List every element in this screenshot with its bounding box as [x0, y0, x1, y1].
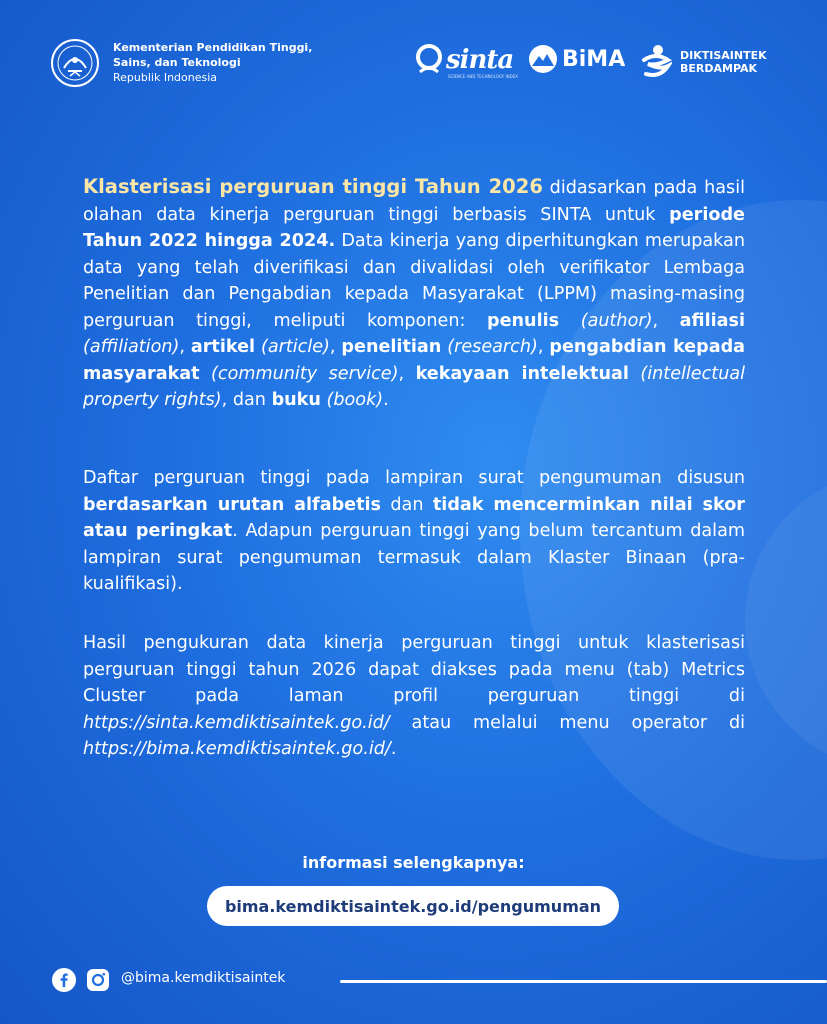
- announcement-url-text: bima.kemdiktisaintek.go.id/pengumuman: [224, 896, 602, 916]
- p1-text-1: didasarkan pada hasil olahan data kinerja perguruan tinggi berbasis SINTA untuk: [83, 178, 745, 225]
- ministry-emblem-icon: [50, 38, 100, 88]
- instagram-icon[interactable]: [86, 968, 110, 992]
- component-author: (author): [580, 310, 653, 331]
- component-article: (article): [260, 337, 330, 357]
- headline-highlight: Klasterisasi perguruan tinggi Tahun 2026: [83, 175, 543, 198]
- diktisaintek-line2: BERDAMPAK: [680, 62, 758, 75]
- partner-logos: [414, 44, 786, 84]
- p2-text-2: dan: [381, 494, 433, 515]
- p3-text-3: .: [390, 739, 397, 759]
- ministry-line2: Sains, dan Teknologi: [113, 56, 241, 69]
- p2-text-1: Daftar perguruan tinggi pada lampiran surat pengumuman disusun: [83, 468, 745, 488]
- p2-no-ranking: tidak mencerminkan nilai skor atau peringkat: [83, 494, 745, 541]
- bima-mountain-icon: [528, 44, 558, 74]
- component-community-service: (community service): [211, 363, 399, 384]
- p2-alphabetical: berdasarkan urutan alfabetis: [83, 494, 382, 515]
- component-research: (research): [447, 337, 538, 357]
- bima-logo-text: BiMA: [562, 46, 626, 72]
- p1-dan: , dan: [221, 390, 272, 410]
- component-affiliation: (affiliation): [83, 337, 180, 357]
- component-artikel: artikel: [190, 337, 256, 357]
- bima-link[interactable]: https://bima.kemdiktisaintek.go.id/: [83, 739, 391, 759]
- diktisaintek-logo: [640, 44, 767, 80]
- p1-text-2: Data kinerja yang diperhitungkan merupakan data yang telah diverifikasi dan divalidasi oleh verifikator Lembaga Penelitian dan Pengabdian kepada Masyarakat (LPPM) masing-masing perguruan tinggi, meliputi komponen:: [83, 231, 745, 331]
- facebook-icon[interactable]: [52, 968, 76, 992]
- ministry-name: [113, 40, 312, 85]
- component-kekayaan: kekayaan intelektual: [415, 363, 629, 384]
- p3-text-2: atau melalui menu operator di: [389, 712, 745, 733]
- component-buku: buku: [271, 390, 321, 410]
- social-handle: @bima.kemdiktisaintek: [121, 970, 286, 986]
- p1-period: periode Tahun 2022 hingga 2024.: [83, 204, 745, 251]
- info-title: informasi selengkapnya:: [302, 853, 525, 872]
- footer-divider: [340, 980, 827, 983]
- paragraph-list-order: [83, 465, 745, 598]
- sinta-logo: [414, 44, 518, 79]
- ministry-line1: Kementerian Pendidikan Tinggi,: [113, 41, 313, 54]
- bima-logo: [528, 44, 625, 74]
- sinta-tagline: SCIENCE AND TECHNOLOGY INDEX: [448, 74, 518, 79]
- component-book: (book): [326, 390, 384, 410]
- sinta-logo-text: sinta: [446, 45, 514, 75]
- component-penelitian: penelitian: [341, 337, 442, 357]
- diktisaintek-swirl-icon: [640, 44, 672, 80]
- component-ipr: (intellectual property rights): [83, 363, 746, 410]
- p3-text-1: Hasil pengukuran data kinerja perguruan tinggi untuk klasterisasi perguruan tinggi tahun 2026 dapat diakses pada menu (tab) Metrics Cluster pada laman profil perguruan tinggi di: [83, 633, 745, 706]
- paragraph-access-info: [83, 630, 745, 763]
- sinta-link[interactable]: https://sinta.kemdiktisaintek.go.id/: [83, 712, 390, 733]
- paragraph-clustering-basis: Klasterisasi perguruan tinggi Tahun 2026 didasarkan pada hasil olahan data kinerja perguruan tinggi berbasis SINTA untuk periode Tahun 2022 hingga 2024. Data kinerja yang diperhitungkan merupakan data yang telah diverifikasi dan divalidasi oleh verifikator Lembaga Penelitian dan Pengabdian kepada Masyarakat (LPPM) masing-masing perguruan tinggi, meliputi komponen: penulis (author), afiliasi (affiliation), artikel (article), penelitian (research), pengabdian kepada masyarakat (community service), kekayaan intelektual (intellectual property rights), dan buku (book).: [83, 175, 746, 410]
- diktisaintek-line1: DIKTISAINTEK: [680, 49, 767, 62]
- sinta-tree-icon: [414, 44, 444, 76]
- p2-text-3: . Adapun perguruan tinggi yang belum tercantum dalam lampiran surat pengumuman termasuk dalam Klaster Binaan (pra-kualifikasi).: [83, 521, 745, 594]
- diktisaintek-text: [680, 49, 767, 75]
- component-pengabdian: pengabdian kepada masyarakat: [83, 337, 746, 384]
- component-penulis: penulis: [487, 310, 560, 331]
- component-afiliasi: afiliasi: [679, 310, 746, 331]
- ministry-line3: Republik Indonesia: [113, 71, 218, 84]
- announcement-url-button[interactable]: [207, 886, 619, 926]
